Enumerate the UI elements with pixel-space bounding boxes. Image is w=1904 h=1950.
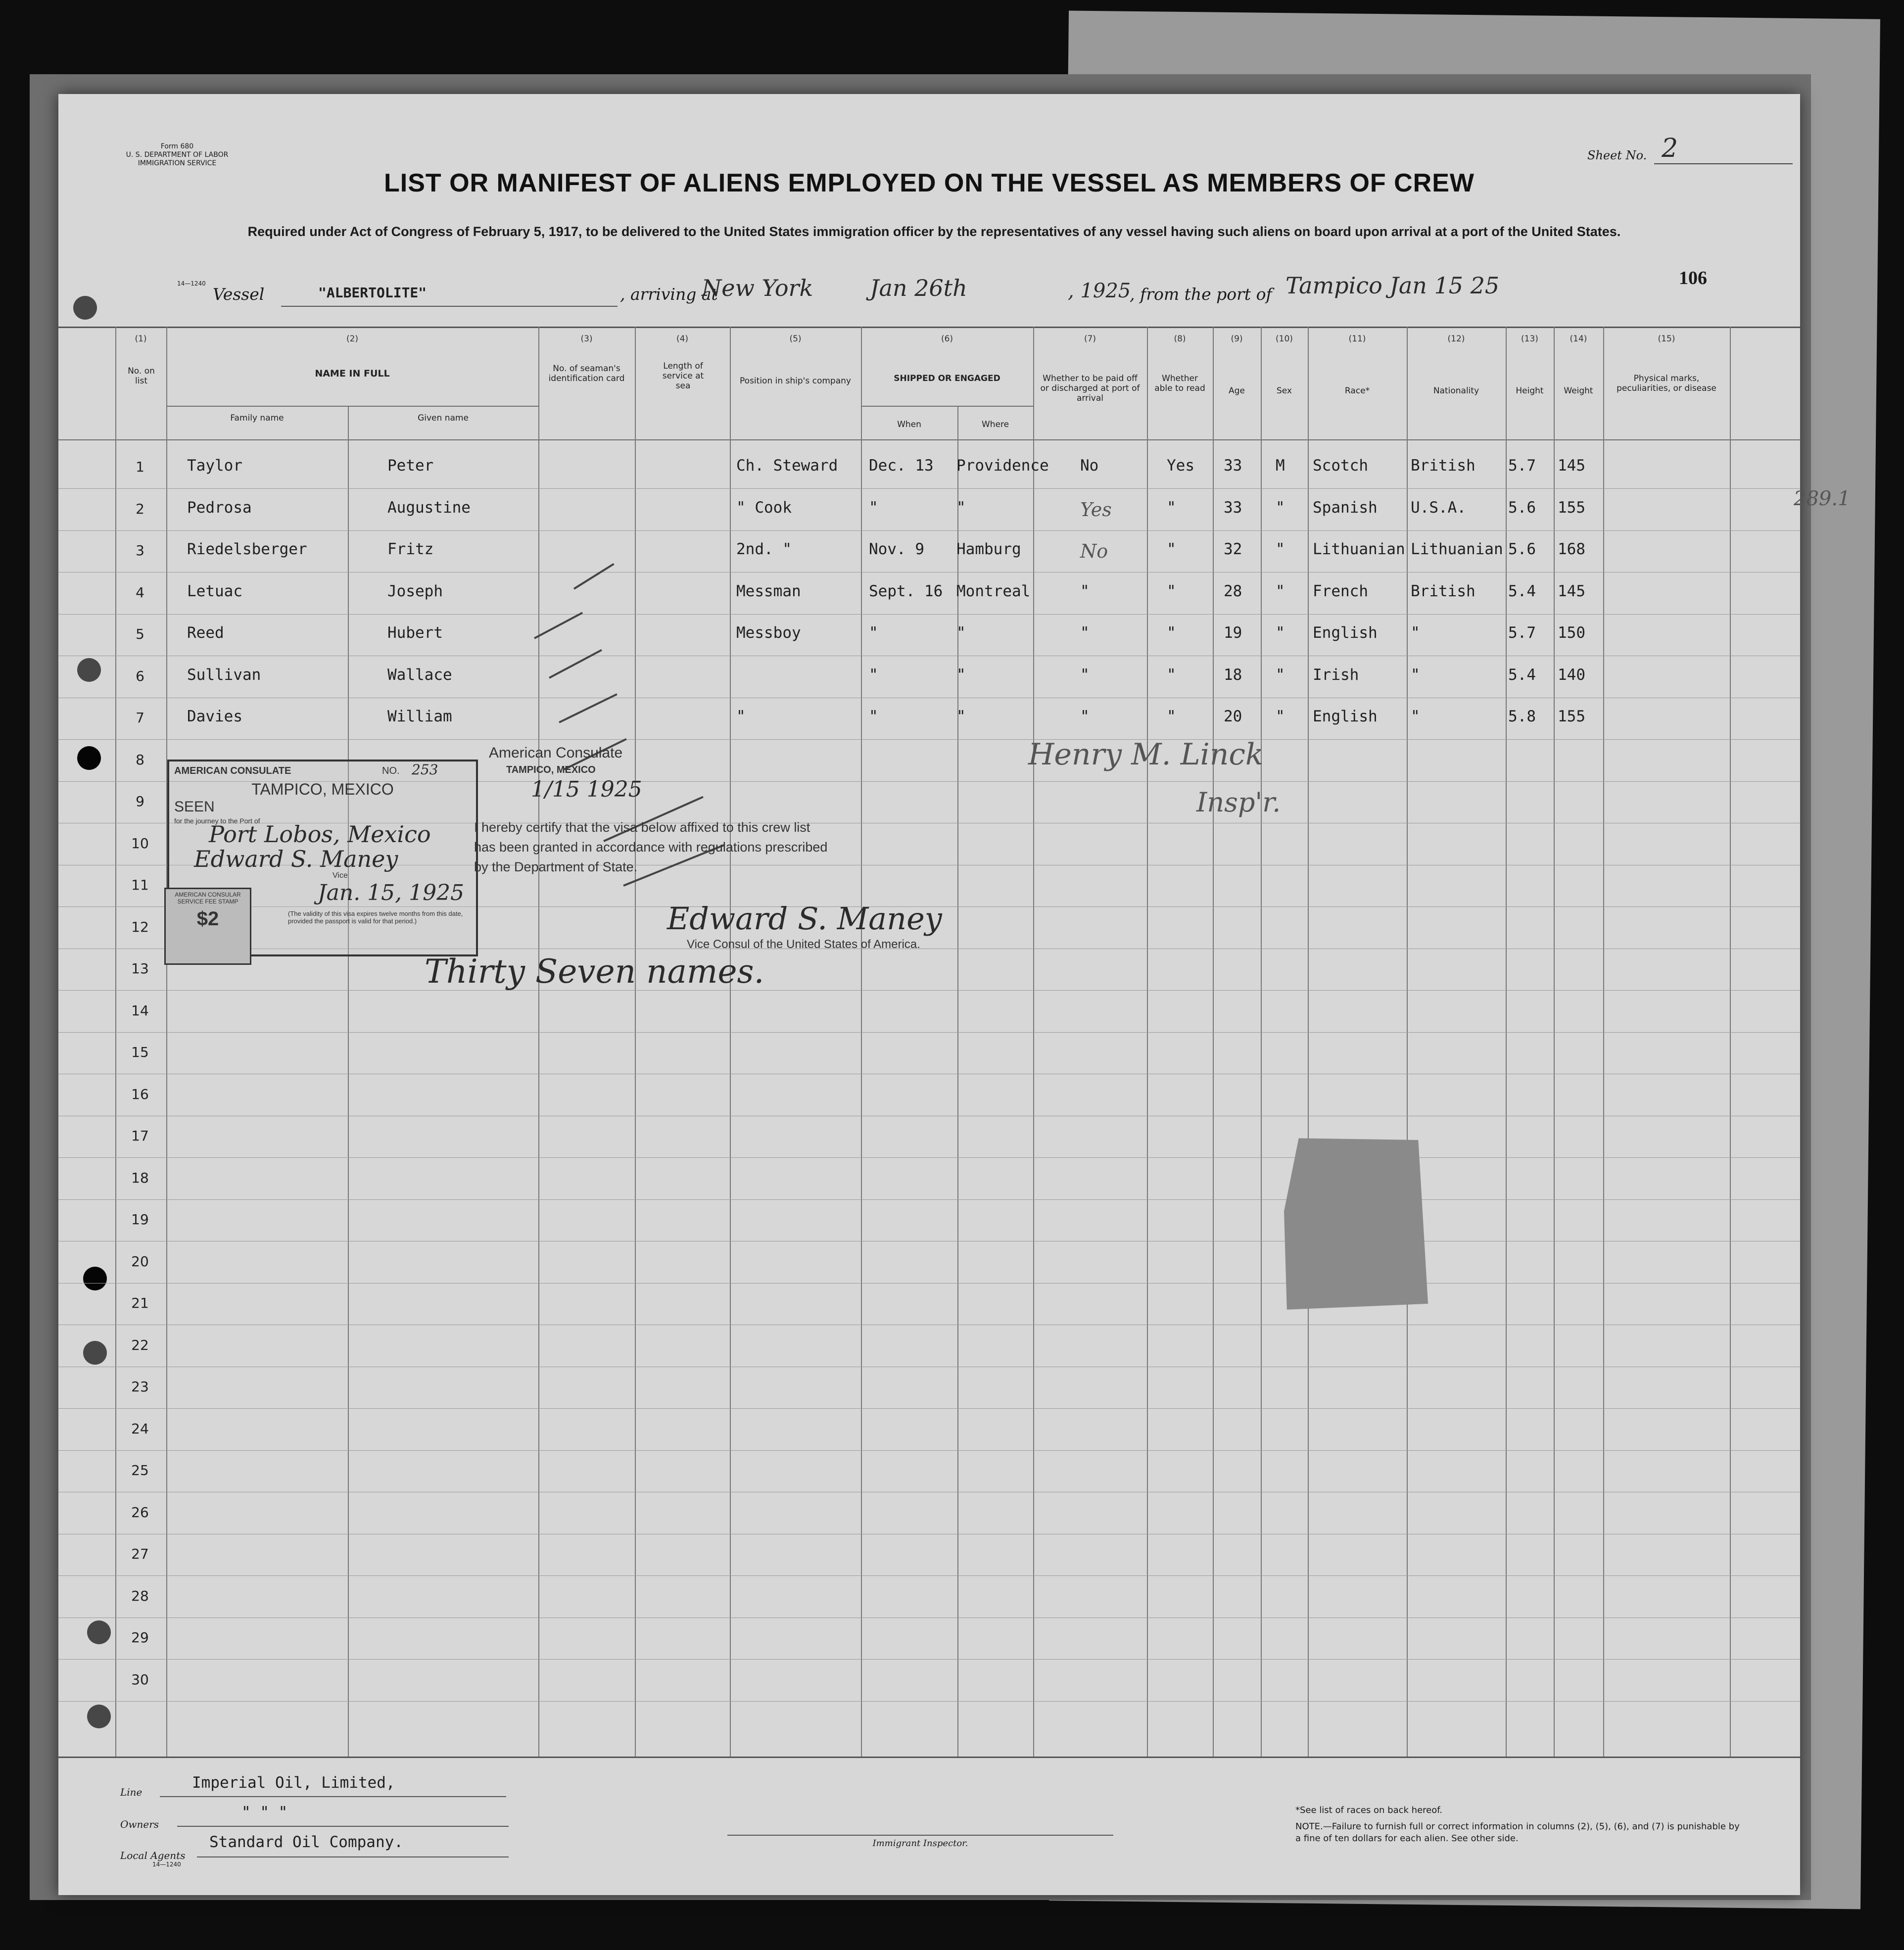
arrival-year: , 1925 [1068, 280, 1131, 302]
form-header [118, 143, 237, 168]
footer-owners-label: Owners [120, 1818, 159, 1830]
height-cell: 5.6 [1508, 540, 1536, 558]
row-number: 2 [136, 500, 144, 517]
race-cell: English [1313, 708, 1378, 725]
row-rule [58, 1659, 1800, 1660]
col-divider [1033, 327, 1034, 1757]
header-no-on-list: No. on list [128, 366, 155, 386]
row-number: 3 [136, 542, 144, 559]
col-num: (13) [1521, 334, 1538, 344]
able-read-cell: " [1167, 624, 1176, 642]
col-divider [957, 406, 958, 1757]
header-when: When [897, 420, 921, 429]
consulate-city: TAMPICO, MEXICO [506, 764, 596, 775]
paid-off-cell: " [1080, 666, 1090, 684]
header-age: Age [1229, 386, 1245, 396]
weight-cell: 140 [1558, 666, 1585, 684]
nationality-cell: U.S.A. [1411, 498, 1466, 517]
header-weight: Weight [1564, 386, 1593, 396]
row-rule [58, 1575, 1800, 1576]
col-num: (3) [580, 334, 593, 344]
col-divider [1554, 327, 1555, 1757]
header-nationality: Nationality [1433, 386, 1479, 396]
col-num: (10) [1276, 334, 1293, 344]
stamp-date: Jan. 15, 1925 [318, 880, 465, 905]
height-cell: 5.7 [1508, 457, 1536, 475]
footer-agents-rule [197, 1856, 509, 1857]
header-given-name: Given name [418, 413, 469, 423]
row-rule [58, 1408, 1800, 1409]
row-number: 27 [131, 1546, 149, 1562]
row-number: 8 [136, 751, 144, 768]
col-num: (6) [941, 334, 953, 344]
age-cell: 20 [1224, 708, 1242, 725]
col-divider [1261, 327, 1262, 1757]
name-subheader-line [166, 406, 538, 407]
footer-form-code: 14—1240 [152, 1861, 181, 1868]
footer-owners: " " " [241, 1804, 288, 1821]
col-num: (5) [789, 334, 802, 344]
punch-hole [87, 1705, 111, 1728]
family-name-cell: Pedrosa [187, 498, 252, 517]
col-divider [1308, 327, 1309, 1757]
footer-line: Imperial Oil, Limited, [192, 1774, 395, 1792]
header-shipped: SHIPPED OR ENGAGED [894, 374, 1000, 383]
age-cell: 33 [1224, 457, 1242, 475]
footer-agents: Standard Oil Company. [209, 1833, 403, 1851]
consulate-heading: American Consulate [489, 745, 623, 761]
nationality-cell: British [1411, 582, 1476, 600]
row-number: 5 [136, 626, 144, 642]
vessel-name: "ALBERTOLITE" [318, 285, 427, 301]
row-number: 6 [136, 667, 144, 684]
row-rule [58, 488, 1800, 489]
page-title: LIST OR MANIFEST OF ALIENS EMPLOYED ON THE VESSEL AS MEMBERS OF CREW [384, 169, 1475, 197]
given-name-cell: Joseph [387, 582, 443, 600]
header-sex: Sex [1276, 386, 1292, 396]
row-number: 14 [131, 1002, 149, 1019]
row-number: 20 [131, 1253, 149, 1270]
sex-cell: " [1276, 498, 1285, 517]
race-note: *See list of races on back hereof. [1295, 1805, 1442, 1815]
sheet-number-line [1654, 163, 1793, 164]
row-number: 26 [131, 1504, 149, 1521]
margin-note: 289.1 [1794, 487, 1851, 510]
race-cell: English [1313, 624, 1378, 642]
nationality-cell: British [1411, 457, 1476, 475]
height-cell: 5.4 [1508, 582, 1536, 600]
weight-cell: 150 [1558, 624, 1585, 642]
row-rule [58, 1199, 1800, 1200]
service: IMMIGRATION SERVICE [138, 159, 217, 167]
paid-off-cell: " [1080, 708, 1090, 725]
inspector-rule [727, 1835, 1113, 1836]
stamp-validity: (The validity of this visa expires twelve months from this date, provided the passport is valid for that period.) [288, 910, 463, 925]
age-cell: 28 [1224, 582, 1242, 600]
check-mark [549, 649, 602, 679]
punch-hole [77, 746, 101, 770]
able-read-cell: " [1167, 498, 1176, 517]
corner-number: 106 [1679, 268, 1707, 288]
col-divider [730, 327, 731, 1757]
col-divider [166, 327, 167, 1757]
weight-cell: 145 [1558, 457, 1585, 475]
family-name-cell: Sullivan [187, 666, 261, 684]
header-family-name: Family name [230, 413, 284, 423]
family-name-cell: Riedelsberger [187, 540, 307, 558]
col-divider [1407, 327, 1408, 1757]
col-divider [1506, 327, 1507, 1757]
punch-hole [83, 1267, 107, 1290]
row-number: 17 [131, 1128, 149, 1144]
row-rule [58, 1701, 1800, 1702]
nationality-cell: " [1411, 624, 1420, 642]
row-rule [58, 530, 1800, 531]
given-name-cell: Fritz [387, 540, 434, 558]
given-name-cell: Wallace [387, 666, 452, 684]
table-header-bottom [58, 439, 1800, 440]
able-read-cell: " [1167, 708, 1176, 725]
inspector-signature: Henry M. Linck [1028, 737, 1264, 772]
col-divider [115, 327, 116, 1757]
position-cell: Messman [736, 582, 801, 600]
stamp-journey: for the journey to the Port of [174, 817, 260, 825]
when-cell: Sept. 16 [869, 582, 943, 600]
fee-stamp-label: AMERICAN CONSULAR SERVICE FEE STAMP [175, 891, 241, 905]
vessel-label: Vessel [213, 285, 265, 304]
arrival-date: Jan 26th [870, 275, 967, 301]
punch-hole [83, 1341, 107, 1365]
where-cell: " [956, 666, 966, 684]
nationality-cell: " [1411, 708, 1420, 725]
footer-owners-rule [177, 1826, 509, 1827]
check-mark [534, 612, 583, 639]
family-name-cell: Letuac [187, 582, 242, 600]
position-cell: 2nd. " [736, 540, 792, 558]
col-divider [635, 327, 636, 1757]
form-code: 14—1240 [177, 280, 206, 287]
manifest-sheet [58, 94, 1800, 1895]
able-read-cell: Yes [1167, 457, 1194, 475]
row-number: 13 [131, 960, 149, 977]
col-num: (11) [1348, 334, 1366, 344]
row-number: 15 [131, 1044, 149, 1060]
weight-cell: 168 [1558, 540, 1585, 558]
stamp-signature: Edward S. Maney [194, 846, 398, 872]
consulate-date: 1/15 1925 [531, 777, 642, 802]
from-label: , from the port of [1130, 285, 1272, 304]
sex-cell: " [1276, 582, 1285, 600]
given-name-cell: Peter [387, 457, 434, 475]
punch-hole [87, 1620, 111, 1644]
header-seaman-card: No. of seaman's identification card [548, 364, 625, 383]
inspector-label: Immigrant Inspector. [872, 1838, 968, 1849]
weight-cell: 145 [1558, 582, 1585, 600]
row-number: 22 [131, 1336, 149, 1353]
footer-agents-label: Local Agents [120, 1850, 186, 1861]
col-divider [1147, 327, 1148, 1757]
paid-off-cell: No [1080, 540, 1108, 562]
col-divider [861, 327, 862, 1757]
departure-port: Tampico Jan 15 25 [1285, 272, 1500, 299]
race-cell: French [1313, 582, 1368, 600]
family-name-cell: Reed [187, 624, 224, 642]
row-number: 1 [136, 459, 144, 475]
able-read-cell: " [1167, 540, 1176, 558]
header-where: Where [981, 420, 1009, 429]
stamp-title: AMERICAN CONSULATE [174, 765, 291, 776]
stamp-no-label: NO. [382, 765, 400, 776]
when-cell: " [869, 624, 878, 642]
row-rule [58, 990, 1800, 991]
col-num: (14) [1570, 334, 1587, 344]
weight-cell: 155 [1558, 708, 1585, 725]
row-rule [58, 614, 1800, 615]
height-cell: 5.8 [1508, 708, 1536, 725]
row-number: 29 [131, 1629, 149, 1646]
row-number: 18 [131, 1169, 149, 1186]
form-number: Form 680 [160, 143, 194, 150]
where-cell: Montreal [956, 582, 1031, 600]
col-num: (12) [1447, 334, 1465, 344]
stamp-city: TAMPICO, MEXICO [251, 780, 394, 798]
family-name-cell: Davies [187, 708, 242, 725]
sheet-label: Sheet No. [1587, 148, 1647, 162]
position-cell: " Cook [736, 498, 792, 517]
when-cell: Dec. 13 [869, 457, 934, 475]
header-length-service: Length of service at sea [662, 361, 704, 391]
row-number: 19 [131, 1211, 149, 1228]
row-rule [58, 1032, 1800, 1033]
given-name-cell: Augustine [387, 498, 471, 517]
footer-line-rule [160, 1796, 506, 1797]
row-number: 23 [131, 1379, 149, 1395]
footer-line-label: Line [120, 1786, 143, 1798]
sheet-number: 2 [1662, 134, 1678, 163]
paid-off-cell: " [1080, 624, 1090, 642]
header-paid-off: Whether to be paid off or discharged at port of arrival [1040, 374, 1140, 403]
able-read-cell: " [1167, 666, 1176, 684]
header-position: Position in ship's company [740, 376, 851, 386]
row-number: 21 [131, 1295, 149, 1311]
where-cell: Providence [956, 457, 1049, 475]
requirement-text: Required under Act of Congress of February 5, 1917, to be delivered to the United States immigration officer by the representatives of any vessel having such aliens on board upon arrival at a port of the United States. [247, 224, 1621, 239]
row-number: 25 [131, 1462, 149, 1478]
arriving-port: New York [702, 275, 813, 301]
sex-cell: " [1276, 708, 1285, 725]
vessel-underline [281, 306, 618, 307]
stamp-port: Port Lobos, Mexico [209, 821, 431, 848]
fee-stamp-amount: $2 [196, 908, 219, 930]
family-name-cell: Taylor [187, 457, 242, 475]
fee-stamp [164, 888, 251, 965]
header-name-in-full: NAME IN FULL [315, 368, 390, 379]
when-cell: " [869, 708, 878, 725]
age-cell: 18 [1224, 666, 1242, 684]
age-cell: 33 [1224, 498, 1242, 517]
table-bottom-border [58, 1757, 1800, 1758]
nationality-cell: " [1411, 666, 1420, 684]
paper-patch [1269, 1126, 1435, 1318]
row-rule [58, 1157, 1800, 1158]
header-height: Height [1516, 386, 1544, 396]
table-top-border [58, 327, 1800, 328]
row-number: 4 [136, 584, 144, 601]
age-cell: 32 [1224, 540, 1242, 558]
where-cell: " [956, 708, 966, 725]
row-number: 7 [136, 710, 144, 726]
paid-off-cell: " [1080, 582, 1090, 600]
col-num: (4) [676, 334, 689, 344]
consulate-certify: I hereby certify that the visa below affixed to this crew list has been granted in accordance with regulations prescribed by the Department of State. [474, 820, 828, 874]
consulate-visa-stamp [167, 760, 478, 956]
height-cell: 5.4 [1508, 666, 1536, 684]
col-divider [1213, 327, 1214, 1757]
col-num: (7) [1084, 334, 1096, 344]
inspector-title: Insp'r. [1196, 787, 1281, 818]
col-num: (9) [1231, 334, 1243, 344]
paid-off-cell: Yes [1080, 498, 1112, 521]
when-cell: " [869, 666, 878, 684]
header-physical: Physical marks, peculiarities, or disease [1617, 374, 1716, 393]
race-cell: Spanish [1313, 498, 1378, 517]
stamp-no: 253 [412, 761, 438, 778]
sex-cell: " [1276, 540, 1285, 558]
given-name-cell: Hubert [387, 624, 443, 642]
consulate-vice: Vice Consul of the United States of America. [687, 938, 920, 951]
sex-cell: " [1276, 666, 1285, 684]
row-number: 28 [131, 1587, 149, 1604]
col-num: (15) [1658, 334, 1675, 344]
when-cell: " [869, 498, 878, 517]
sex-cell: " [1276, 624, 1285, 642]
nationality-cell: Lithuanian [1411, 540, 1503, 558]
col-divider [538, 327, 539, 1757]
row-number: 16 [131, 1086, 149, 1102]
consulate-signature: Edward S. Maney [667, 901, 942, 937]
position-cell: " [736, 708, 746, 725]
race-cell: Lithuanian [1313, 540, 1405, 558]
row-number: 9 [136, 793, 144, 809]
row-number: 10 [131, 835, 149, 852]
where-cell: Hamburg [956, 540, 1021, 558]
row-number: 30 [131, 1671, 149, 1688]
col-divider [1730, 327, 1731, 1757]
when-cell: Nov. 9 [869, 540, 924, 558]
header-race: Race* [1344, 386, 1370, 396]
height-cell: 5.7 [1508, 624, 1536, 642]
stamp-vice: Vice [333, 871, 348, 880]
check-mark [573, 563, 615, 590]
row-number: 12 [131, 918, 149, 935]
where-cell: " [956, 624, 966, 642]
position-cell: Messboy [736, 624, 801, 642]
row-rule [58, 739, 1800, 740]
col-num: (1) [135, 334, 147, 344]
col-divider [348, 406, 349, 1757]
punch-hole [73, 296, 97, 320]
paid-off-cell: No [1080, 457, 1099, 475]
col-divider [1603, 327, 1604, 1757]
stamp-seen: SEEN [174, 799, 215, 815]
sex-cell: M [1276, 457, 1285, 475]
arriving-label: , arriving at [620, 285, 718, 304]
fine-note: NOTE.—Failure to furnish full or correct information in columns (2), (5), (6), and (7) is punishable by a fine of ten dollars for each alien. See other side. [1295, 1821, 1740, 1844]
col-num: (8) [1174, 334, 1186, 344]
row-number: 24 [131, 1420, 149, 1437]
row-rule [58, 1283, 1800, 1284]
race-cell: Scotch [1313, 457, 1368, 475]
where-cell: " [956, 498, 966, 517]
position-cell: Ch. Steward [736, 457, 838, 475]
given-name-cell: William [387, 708, 452, 725]
header-able-read: Whether able to read [1154, 374, 1205, 393]
height-cell: 5.6 [1508, 498, 1536, 517]
col-num: (2) [346, 334, 359, 344]
punch-hole [77, 658, 101, 682]
shipped-subheader-line [861, 406, 1033, 407]
row-number: 11 [131, 877, 149, 893]
thirty-seven-names: Thirty Seven names. [425, 952, 764, 991]
race-cell: Irish [1313, 666, 1359, 684]
department: U. S. DEPARTMENT OF LABOR [126, 151, 229, 159]
row-rule [58, 1617, 1800, 1618]
row-rule [58, 1450, 1800, 1451]
weight-cell: 155 [1558, 498, 1585, 517]
able-read-cell: " [1167, 582, 1176, 600]
age-cell: 19 [1224, 624, 1242, 642]
